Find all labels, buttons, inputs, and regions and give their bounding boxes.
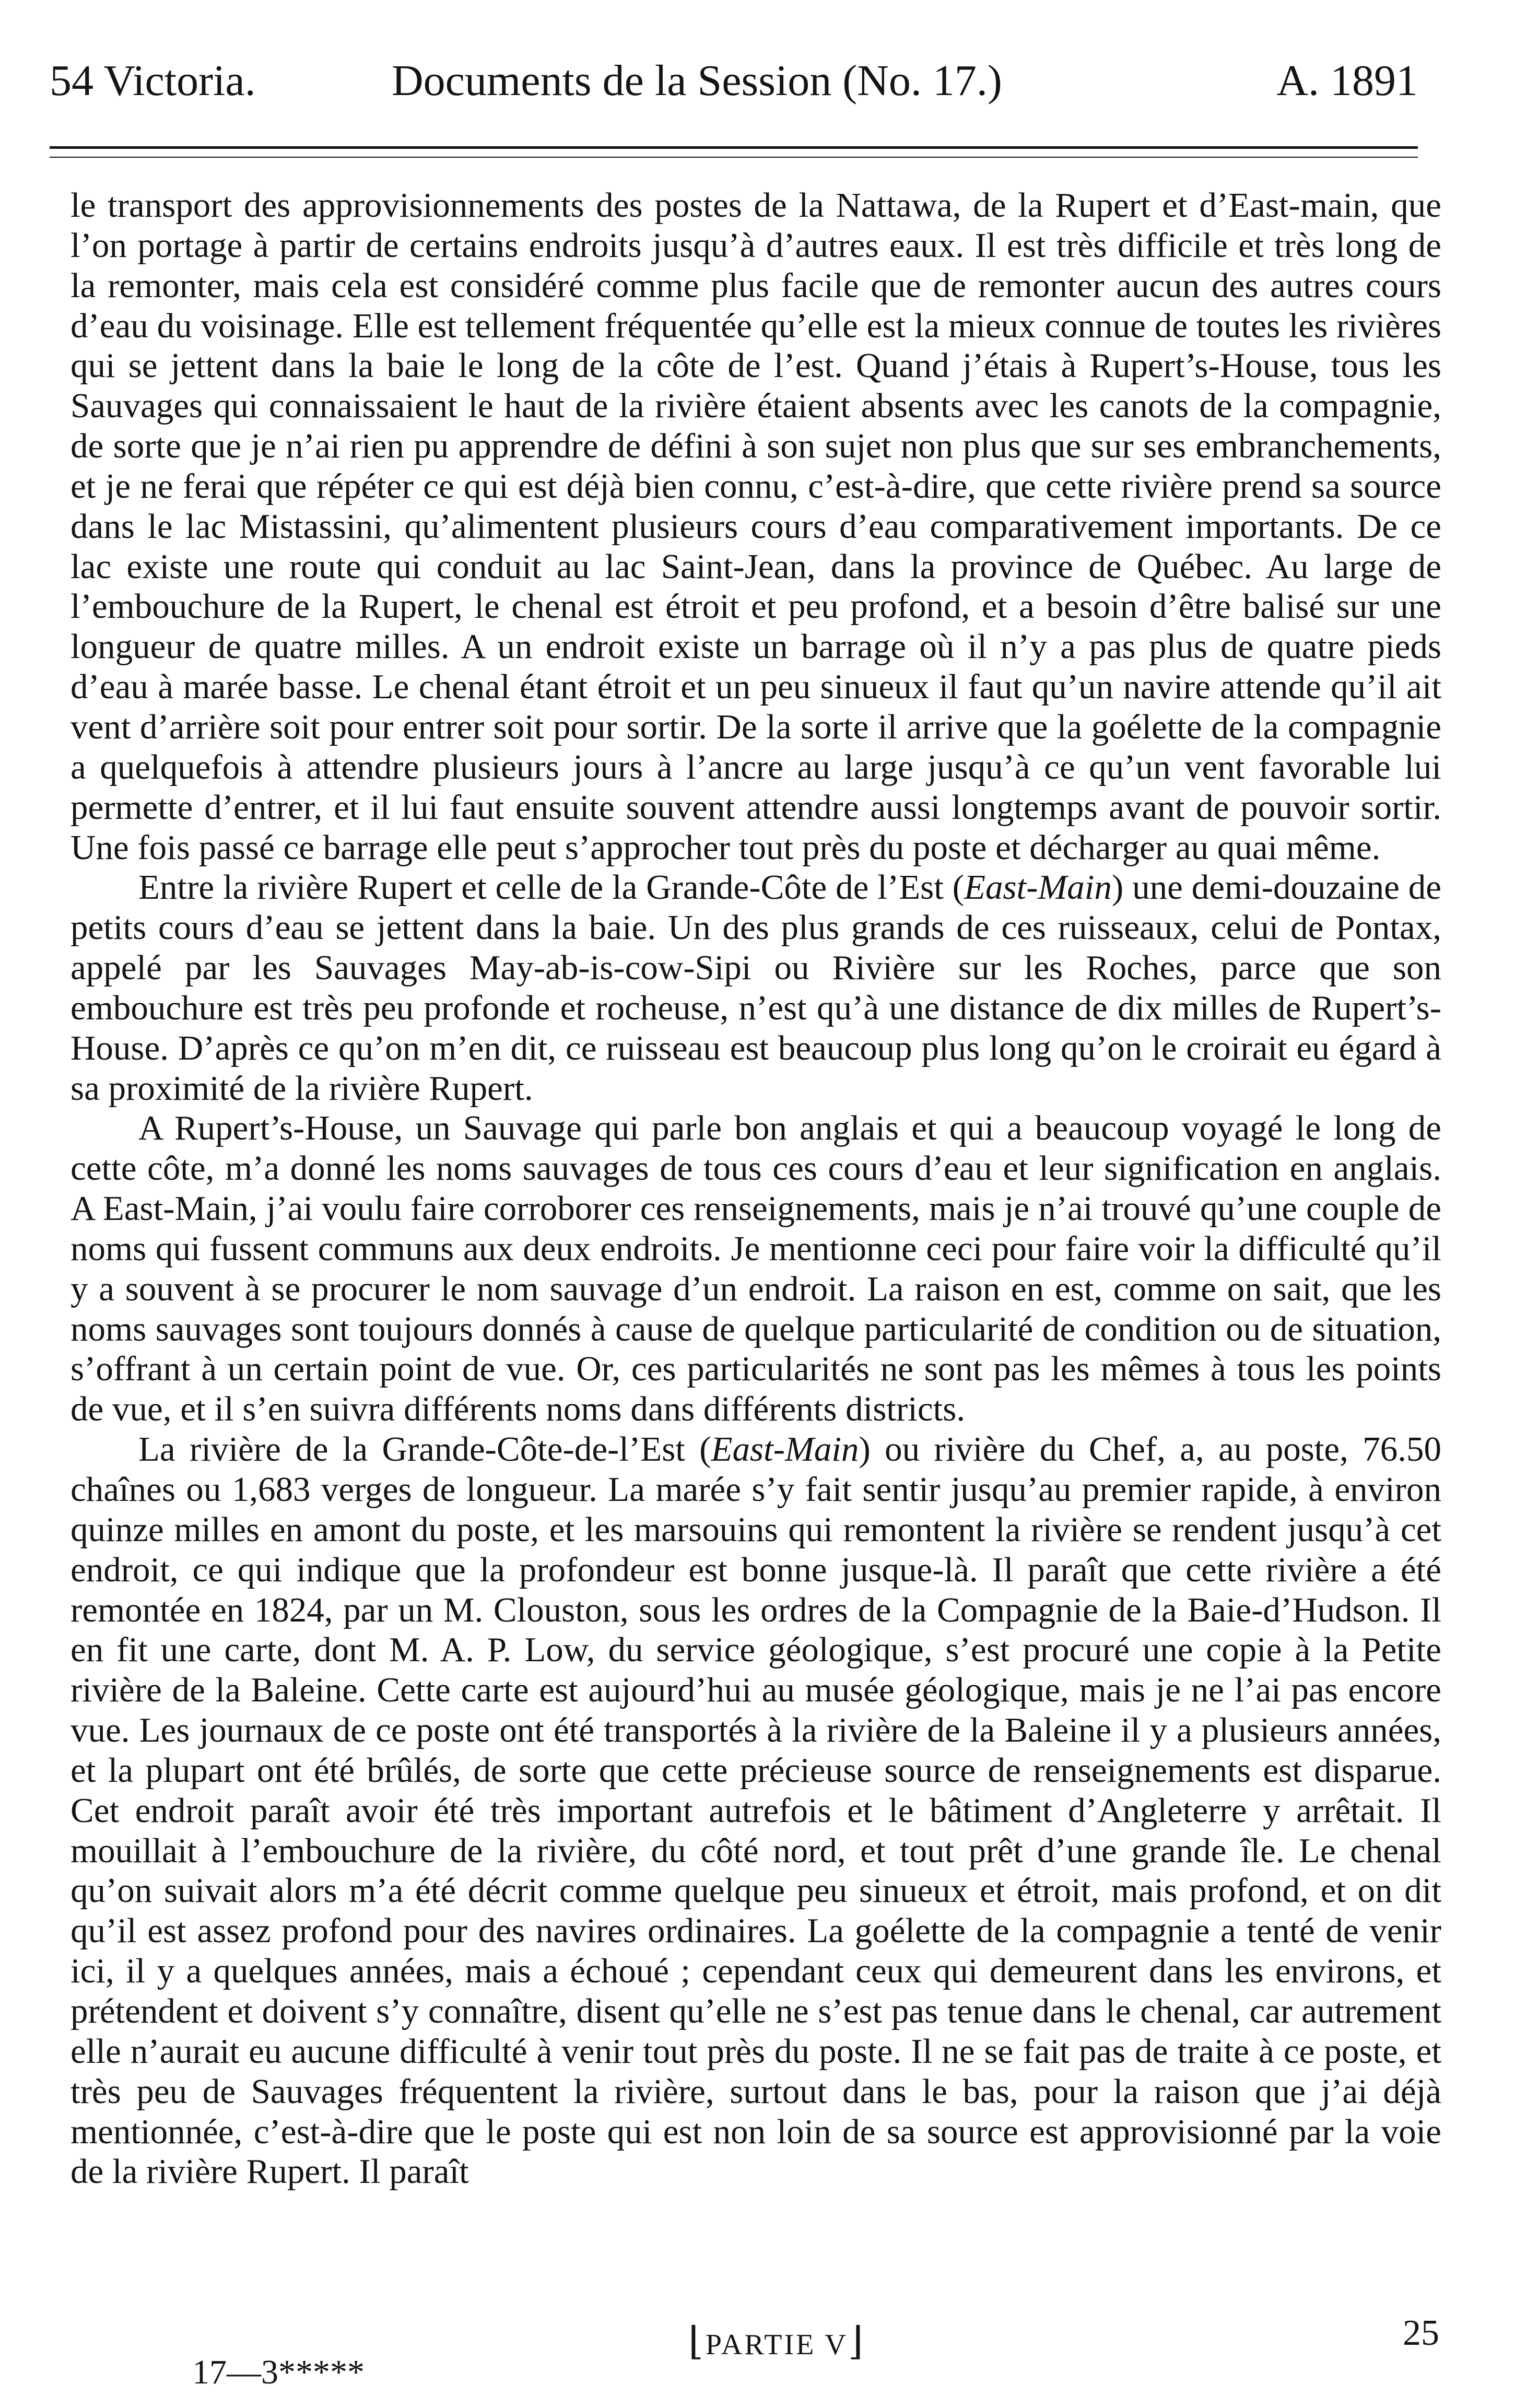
paragraph-native-names (71, 1108, 1441, 1429)
page-number: 25 (1403, 2313, 1439, 2353)
paragraph-text: le transport des approvisionnements des postes de la Nattawa, de la Rupert et d’East-main, que l’on portage à partir de certains endroits jusqu’à d’autres eaux. Il est très difficile et très long de la remonter, mais cela est considéré comme plus facile que de remonter aucun des autres cours d’eau du voisinage. Elle est tellement fréquentée qu’elle est la mieux connue de toutes les rivières qui se jettent dans la baie le long de la côte de l’est. Quand j’étais à Rupert’s-House, tous les Sauvages qui connaissaient le haut de la rivière étaient absents avec les canots de la compagnie, de sorte que je n’ai rien pu apprendre de défini à son sujet non plus que sur ses embranchements, et je ne ferai que répéter ce qui est déjà bien connu, c’est-à-dire, que cette rivière prend sa source dans le lac Mistassini, qu’alimentent plusieurs cours d’eau comparativement importants. De ce lac existe une route qui conduit au lac Saint-Jean, dans la province de Québec. Au large de l’embouchure de la Rupert, le chenal est étroit et peu profond, et a besoin d’être balisé sur une longueur de quatre milles. A un endroit existe un barrage où il n’y a pas plus de quatre pieds d’eau à marée basse. Le chenal étant étroit et un peu sinueux il faut qu’un navire attende qu’il ait vent d’arrière soit pour entrer soit pour sortir. De la sorte il arrive que la goélette de la compagnie a quelquefois à attendre plusieurs jours à l’ancre au large jusqu’à ce qu’un vent favorable lui permette d’entrer, et il lui faut ensuite souvent attendre aussi longtemps avant de pouvoir sortir. Une fois passé ce barrage elle peut s’approcher tout près du poste et décharger au quai même. (71, 186, 1441, 867)
header-rule-thick (50, 146, 1418, 149)
header-rule-thin (50, 157, 1418, 158)
header-document-title: Documents de la Session (No. 17.) (392, 56, 1002, 105)
paragraph-rupert-transport (71, 185, 1441, 867)
paragraph-text: Entre la rivière Rupert et celle de la Grande-Côte de l’Est ( (138, 868, 965, 907)
paragraph-text: ) une demi-douzaine de petits cours d’eau se jettent dans la baie. Un des plus grands de ces ruisseaux, celui de Pontax, appelé par les Sauvages May-ab-is-cow-Sipi ou Rivière sur les Roches, parce que son embouchure est très peu profonde et rocheuse, n’est qu’à une distance de dix milles de Rupert’s-House. D’après ce qu’on m’en dit, ce ruisseau est beaucoup plus long qu’on le croirait eu égard à sa proximité de la rivière Rupert. (71, 868, 1442, 1108)
part-label-text: PARTIE V (705, 2329, 848, 2361)
header-session-year: 54 Victoria. (50, 56, 256, 105)
paragraph-text: A Rupert’s-House, un Sauvage qui parle bon anglais et qui a beaucoup voyagé le long de cette côte, m’a donné les noms sauvages de tous ces cours d’eau et leur signification en anglais. A East-Main, j’ai voulu faire corroborer ces renseignements, mais je n’ai trouvé qu’une couple de noms qui fussent communs aux deux endroits. Je mentionne ceci pour faire voir la difficulté qu’il y a souvent à se procurer le nom sauvage d’un endroit. La raison en est, comme on sait, que les noms sauvages sont toujours donnés à cause de quelque particularité de condition ou de situation, s’offrant à un certain point de vue. Or, ces particularités ne sont pas les mêmes à tous les points de vue, et il s’en suivra différents noms dans différents districts. (71, 1109, 1441, 1429)
signature-mark: 17—3***** (192, 2353, 365, 2391)
body-text (71, 185, 1441, 2192)
paragraph-text: ) ou rivière du Chef, a, au poste, 76.50 chaînes ou 1,683 verges de longueur. La marée s’y fait sentir jusqu’au premier rapide, à environ quinze milles en amont du poste, et les marsouins qui remontent la rivière se rendent jusqu’à cet endroit, ce qui indique que la profondeur est bonne jusque-là. Il paraît que cette rivière a été remontée en 1824, par un M. Clouston, sous les ordres de la Compagnie de la Baie-d’Hudson. Il en fit une carte, dont M. A. P. Low, du service géologique, s’est procuré une copie à la Petite rivière de la Baleine. Cette carte est aujourd’hui au musée géologique, mais je ne l’ai pas encore vue. Les journaux de ce poste ont été transportés à la rivière de la Baleine il y a plusieurs années, et la plupart ont été brûlés, de sorte que cette précieuse source de renseignements est disparue. Cet endroit paraît avoir été très important autrefois et le bâtiment d’Angleterre y arrêtait. Il mouillait à l’embouchure de la rivière, du côté nord, et tout prêt d’une grande île. Le chenal qu’on suivait alors m’a été décrit comme quelque peu sinueux et étroit, mais profond, et on dit qu’il est assez profond pour des navires ordinaires. La goélette de la compagnie a tenté de venir ici, il y a quelques années, mais a échoué ; cependant ceux qui demeurent dans les environs, et prétendent et doivent s’y connaître, disent qu’elle ne s’est pas tenue dans le chenal, car autrement elle n’aurait eu aucune difficulté à venir tout près du poste. Il ne se fait pas de traite à ce poste, et très peu de Sauvages fréquentent la rivière, surtout dans le bas, pour la raison que j’ai déjà mentionnée, c’est-à-dire que le poste qui est non loin de sa source est approvisionné par la voie de la rivière Rupert. Il paraît (71, 1430, 1442, 2191)
paragraph-small-streams (71, 867, 1441, 1108)
italic-term: East-Main (711, 1430, 859, 1469)
running-header (50, 50, 1418, 112)
paragraph-text: La rivière de la Grande-Côte-de-l’Est ( (138, 1430, 711, 1469)
bracket-right: ⌋ (848, 2320, 865, 2363)
part-label (688, 2319, 865, 2364)
paragraph-east-main-river (71, 1429, 1441, 2192)
header-year: A. 1891 (1276, 56, 1418, 105)
bracket-left: ⌊ (688, 2320, 706, 2363)
italic-term: East-Main (964, 868, 1112, 907)
